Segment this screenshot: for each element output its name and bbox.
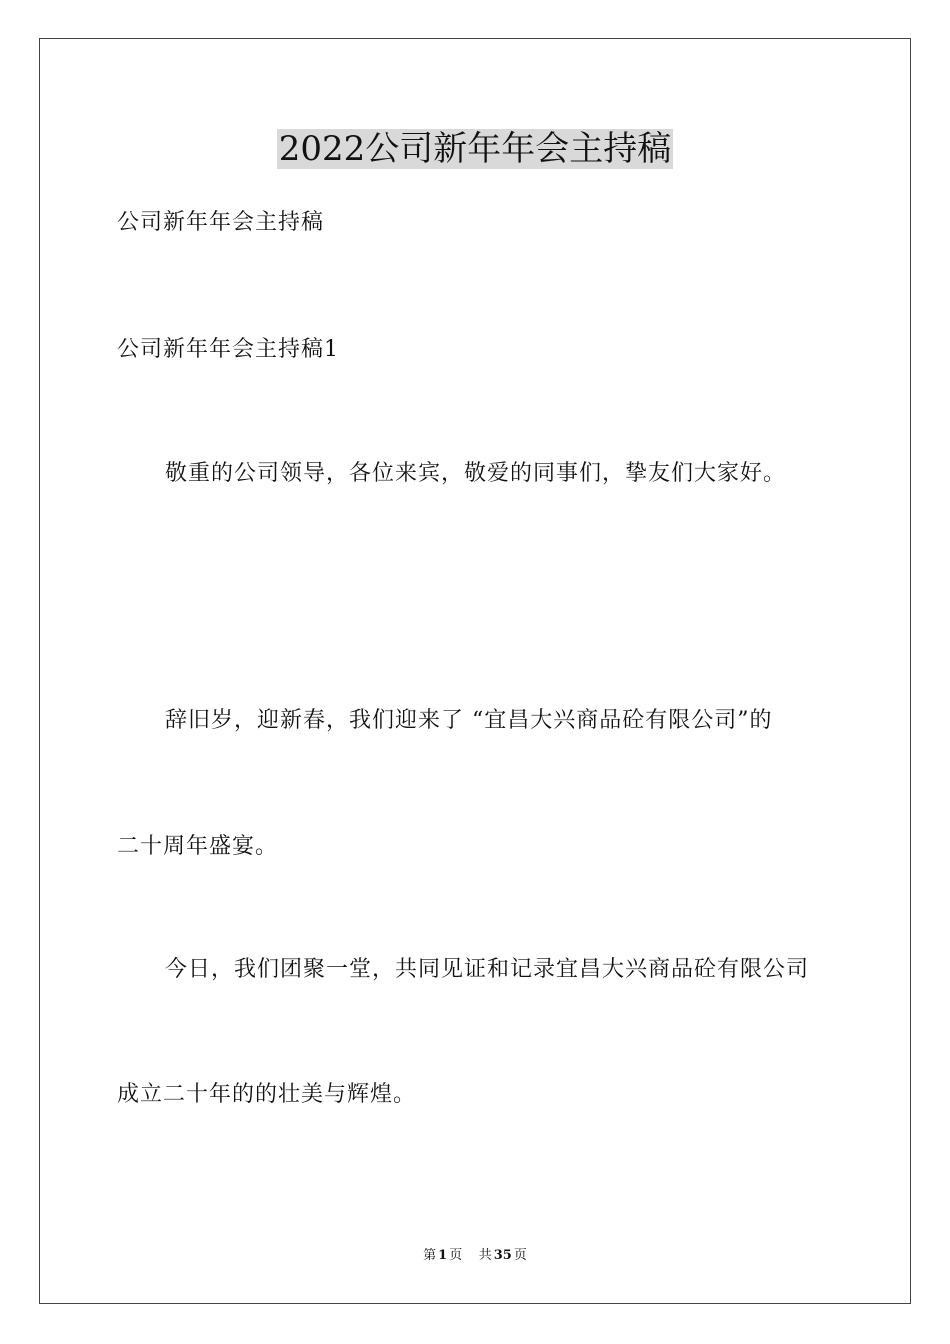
section-heading: 公司新年年会主持稿1: [117, 337, 339, 362]
paragraph-line: 成立二十年的的壮美与辉煌。: [117, 1082, 417, 1107]
paragraph-line: 二十周年盛宴。: [117, 834, 279, 859]
paragraph-line: 辞旧岁，迎新春，我们迎来了 “宜昌大兴商品砼有限公司”的: [165, 708, 773, 733]
paragraph-line: 今日，我们团聚一堂，共同见证和记录宜昌大兴商品砼有限公司: [165, 957, 810, 982]
footer-page-suffix: 页: [449, 1248, 463, 1263]
page-footer: [0, 1246, 950, 1266]
footer-page-prefix: 第: [423, 1248, 437, 1263]
paragraph-greeting: 敬重的公司领导，各位来宾，敬爱的同事们，挚友们大家好。: [165, 461, 787, 486]
document-title-text: 2022公司新年年会主持稿: [278, 129, 672, 169]
footer-total-prefix: 共: [478, 1248, 492, 1263]
footer-total-suffix: 页: [513, 1248, 527, 1263]
document-title: [0, 124, 950, 174]
footer-page-number: 1: [438, 1248, 448, 1263]
subtitle-line: 公司新年年会主持稿: [117, 210, 325, 235]
footer-total-pages: 35: [493, 1248, 512, 1263]
